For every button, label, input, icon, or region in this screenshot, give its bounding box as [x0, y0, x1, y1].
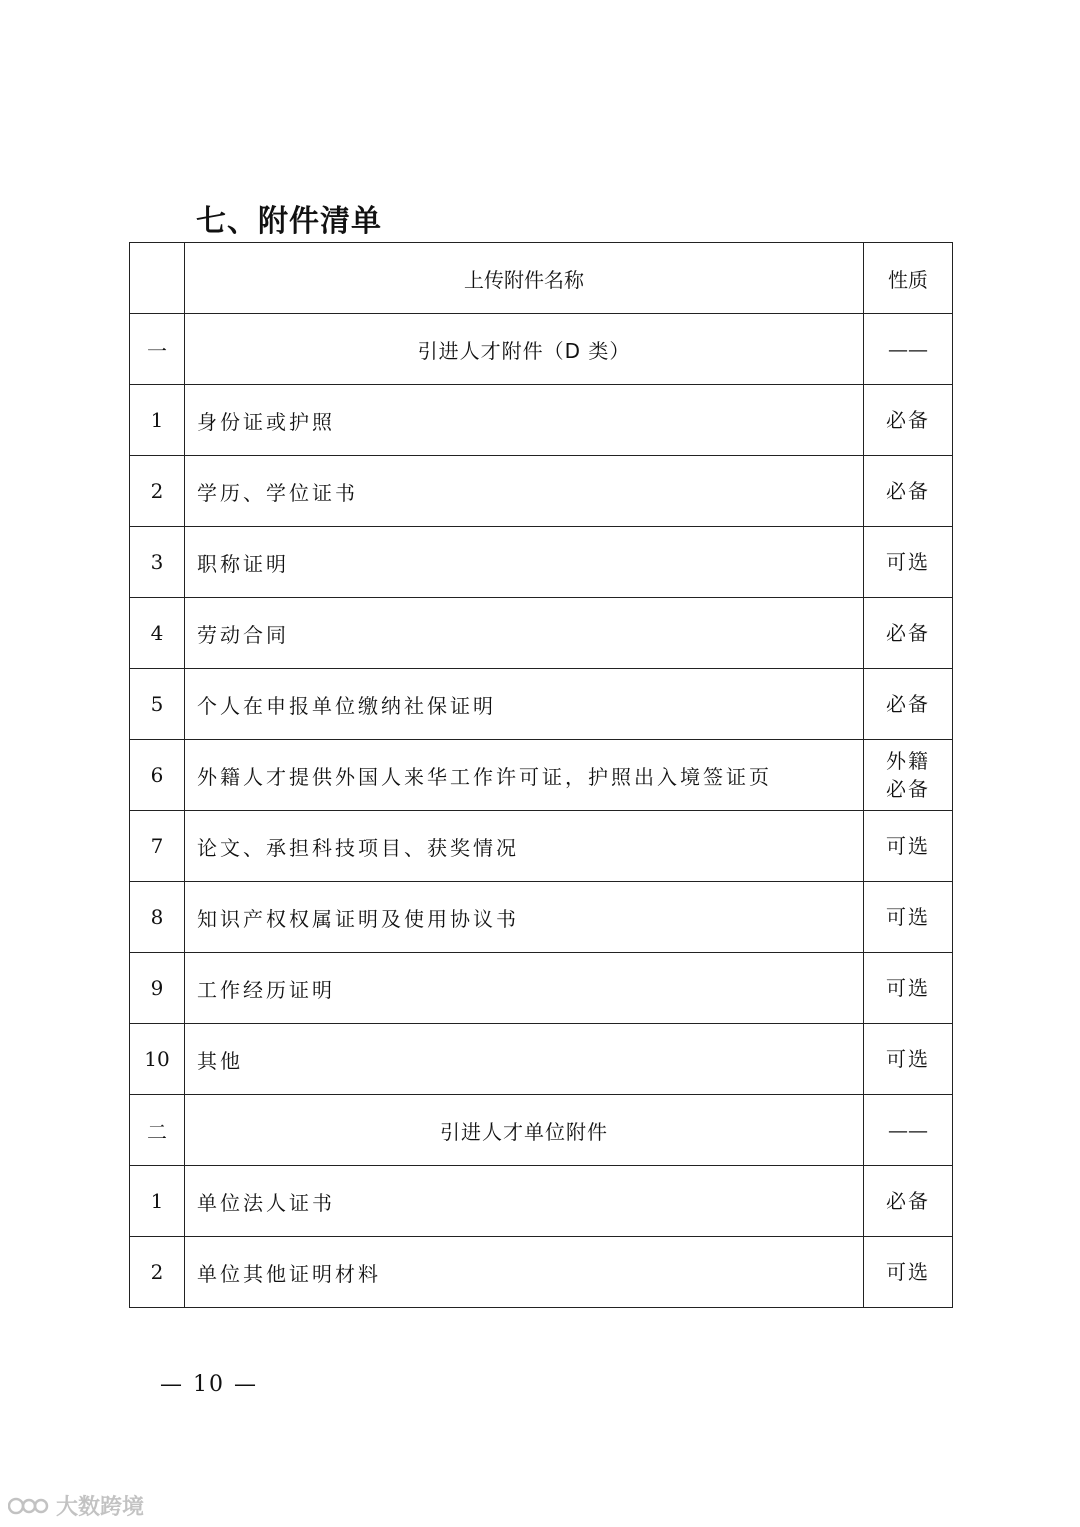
group-name-cell: 引进人才单位附件	[185, 1095, 864, 1166]
table-row	[130, 882, 953, 953]
row-num: 8	[130, 882, 185, 953]
row-type: 可选	[864, 1237, 953, 1308]
row-name: 论文、承担科技项目、获奖情况	[185, 811, 864, 882]
table-row	[130, 598, 953, 669]
row-type	[864, 740, 953, 811]
logo-icon	[8, 1495, 52, 1517]
row-name: 职称证明	[185, 527, 864, 598]
row-name: 单位法人证书	[185, 1166, 864, 1237]
group-type-cell: ——	[864, 314, 953, 385]
row-num: 4	[130, 598, 185, 669]
row-num: 9	[130, 953, 185, 1024]
row-name: 劳动合同	[185, 598, 864, 669]
row-num: 1	[130, 1166, 185, 1237]
row-num: 3	[130, 527, 185, 598]
table-row	[130, 953, 953, 1024]
row-name: 其他	[185, 1024, 864, 1095]
table-row	[130, 669, 953, 740]
row-type: 必备	[864, 456, 953, 527]
section-title: 七、附件清单	[196, 204, 382, 239]
row-type: 可选	[864, 1024, 953, 1095]
table-row	[130, 456, 953, 527]
group-type-cell: ——	[864, 1095, 953, 1166]
table-row	[130, 385, 953, 456]
table-row	[130, 1024, 953, 1095]
row-type: 必备	[864, 669, 953, 740]
table-row	[130, 1237, 953, 1308]
row-type: 可选	[864, 953, 953, 1024]
group-num-cell: 一	[130, 314, 185, 385]
table-row	[130, 740, 953, 811]
header-name-cell: 上传附件名称	[185, 243, 864, 314]
group-row	[130, 1095, 953, 1166]
row-type-line: 外籍	[886, 749, 930, 773]
row-num: 6	[130, 740, 185, 811]
row-num: 10	[130, 1024, 185, 1095]
row-num: 2	[130, 456, 185, 527]
row-type-line: 必备	[886, 777, 930, 801]
row-name: 身份证或护照	[185, 385, 864, 456]
row-name: 外籍人才提供外国人来华工作许可证，护照出入境签证页	[185, 740, 864, 811]
row-name: 学历、学位证书	[185, 456, 864, 527]
row-name: 知识产权权属证明及使用协议书	[185, 882, 864, 953]
row-type: 可选	[864, 527, 953, 598]
row-name: 个人在申报单位缴纳社保证明	[185, 669, 864, 740]
group-name-cell: 引进人才附件（D 类）	[185, 314, 864, 385]
table-header-row	[130, 243, 953, 314]
row-num: 5	[130, 669, 185, 740]
row-name: 工作经历证明	[185, 953, 864, 1024]
table-row	[130, 811, 953, 882]
row-num: 2	[130, 1237, 185, 1308]
row-num: 1	[130, 385, 185, 456]
attachment-table	[129, 242, 953, 1308]
row-type: 必备	[864, 1166, 953, 1237]
row-type: 可选	[864, 811, 953, 882]
row-name: 单位其他证明材料	[185, 1237, 864, 1308]
table-row	[130, 1166, 953, 1237]
header-type-cell: 性质	[864, 243, 953, 314]
group-num-cell: 二	[130, 1095, 185, 1166]
row-type: 必备	[864, 598, 953, 669]
watermark-text: 大数跨境	[56, 1495, 145, 1520]
row-num: 7	[130, 811, 185, 882]
table-row	[130, 527, 953, 598]
watermark	[8, 1490, 144, 1521]
row-type: 必备	[864, 385, 953, 456]
page-number: — 10 —	[160, 1372, 258, 1397]
row-type: 可选	[864, 882, 953, 953]
header-num-cell	[130, 243, 185, 314]
group-row	[130, 314, 953, 385]
